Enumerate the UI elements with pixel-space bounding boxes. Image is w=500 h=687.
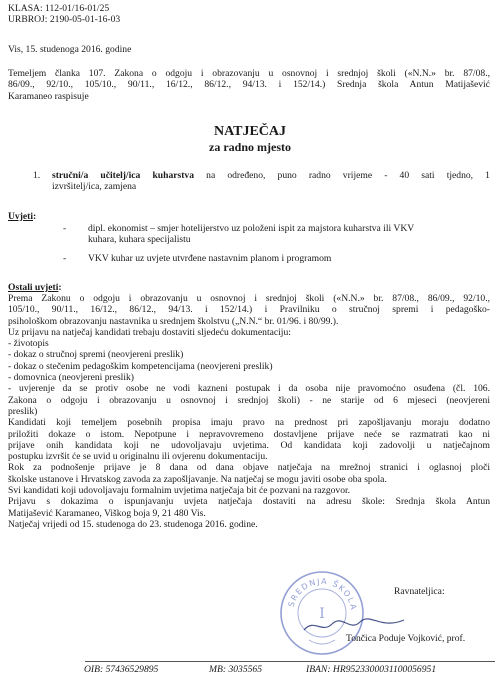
body-line: postupku izvršit će se uvid u originalnu ili ovjerenu dokumentaciju. [8, 451, 268, 463]
position-terms: na određeno, puno radno vrijeme - 40 sati tjedno, 1 [194, 170, 490, 181]
seal-center-mark: I [319, 606, 325, 622]
footer-divider [85, 661, 495, 662]
other-conditions-heading-colon: : [58, 282, 62, 293]
condition-line: kuhara, kuhara specijalistu [88, 234, 191, 246]
document-subtitle: za radno mjesto [209, 140, 291, 154]
condition-item [88, 223, 490, 246]
body-line: Uz prijavu na natječaj kandidati trebaju dostaviti sljedeću dokumentaciju: [8, 326, 291, 338]
other-conditions-heading [8, 282, 62, 293]
document-list-item: - životopis [8, 338, 49, 350]
conditions-heading-text: Uvjeti [8, 211, 34, 222]
document-list-item: - uvjerenje da se protiv osobe ne vodi kazneni postupak i da osoba nije pravomoćno osuđena (čl. 106. [8, 383, 490, 395]
condition-dash: - [63, 253, 67, 264]
footer-iban: IBAN: HR9523300031100056951 [306, 664, 437, 675]
body-line: Matijašević Karamaneo, Viškog boja 9, 21 480 Vis. [8, 507, 206, 519]
klasa-line: KLASA: 112-01/16-01/25 [8, 3, 110, 14]
condition-item [88, 253, 490, 264]
body-line: Natječaj vrijedi od 15. studenoga do 23. studenoga 2016. godine. [8, 518, 258, 530]
condition-dash: - [63, 223, 67, 234]
body-line: priložiti dokaze o istom. Nepotpune i nepravovremeno dostavljene prijave neće se razmatrati kao ni [8, 428, 490, 440]
conditions-heading [8, 211, 36, 222]
body-line: Rok za podnošenje prijave je 8 dana od dana objave natječaja na mrežnoj stranici i oglasnoj ploči [8, 462, 490, 474]
intro-line: Karamaneo raspisuje [8, 90, 89, 102]
position-description [52, 170, 490, 193]
seal-bottom-arc [309, 640, 335, 644]
footer-mb: MB: 3035565 [209, 664, 263, 675]
signatory-name: Tončica Poduje Vojković, prof. [346, 633, 466, 644]
body-line: 105/10., 90/11., 16/12., 86/12., 94/13. i 152/14.) i Pravilniku o stručnoj spremi i pedagoško- [8, 304, 490, 316]
body-line: prijave onih kandidata koji ne udovoljavaju uvjetima. Od kandidata koji zadovolji u natječajnom [8, 439, 490, 451]
body-line: školske ustanove i Hrvatskog zavoda za zapošljavanje. Na natječaj se mogu javiti osobe oba spola. [8, 473, 387, 485]
document-list-item: - dokaz o stečenim pedagoškim kompetencijama (neovjereni preslik) [8, 360, 273, 372]
date-line: Vis, 15. studenoga 2016. godine [8, 44, 132, 55]
condition-line: VKV kuhar uz uvjete utvrđene nastavnim planom i programom [88, 253, 332, 264]
intro-paragraph [8, 68, 490, 102]
position-number: 1. [33, 170, 41, 181]
document-list-item: Zakona o odgoju i obrazovanju u osnovnoj i srednjoj školi) - ne starije od 6 mjeseci (neovjereni [8, 394, 490, 406]
position-title: stručni/a učitelj/ica kuharstva [52, 170, 195, 181]
document-title: NATJEČAJ [213, 124, 287, 139]
other-conditions-body [8, 293, 490, 530]
position-line [52, 170, 490, 181]
other-conditions-heading-text: Ostali uvjeti [8, 282, 59, 293]
urbroj-line: URBROJ: 2190-05-01-16-03 [8, 14, 121, 26]
intro-line: 86/09., 92/10., 105/10., 90/11., 16/12., 86/12., 94/13. i 152/14.) Srednja škola Antun Matijašević [8, 79, 490, 91]
intro-line: Temeljem članka 107. Zakona o odgoju i obrazovanju u osnovnoj i srednjoj školi («N.N.» br. 87/08., [8, 68, 490, 79]
body-line: Svi kandidati koji udovoljavaju formalnim uvjetima natječaja bit će pozvani na razgovor. [8, 485, 351, 497]
document-list-item: - dokaz o stručnoj spremi (neovjereni preslik) [8, 349, 184, 361]
document-list-item: - domovnica (neovjereni preslik) [8, 372, 135, 384]
signature-role: Ravnateljica: [394, 586, 445, 597]
body-line: Kandidati koji temeljem posebnih propisa imaju pravo na prednost pri zapošljavanju moraju dodatno [8, 417, 490, 429]
document-header [8, 3, 120, 26]
conditions-heading-colon: : [33, 211, 37, 222]
footer-oib: OIB: 57436529895 [84, 664, 159, 675]
body-line: Prema Zakonu o odgoju i obrazovanju u osnovnoj i srednjoj školi («N.N.» br. 87/08., 86/09., 92/10., [8, 293, 490, 304]
body-line: Prijavu s dokazima o ispunjavanju uvjeta natječaja dostaviti na adresu škole: Srednja škola Antun [8, 496, 490, 508]
condition-line: dipl. ekonomist – smjer hotelijerstvo uz položeni ispit za majstora kuharstva ili VKV [88, 223, 415, 234]
document-list-item: preslik) [8, 405, 38, 417]
body-line: psihološkom obrazovanju nastavnika u srednjem školstvu („N.N.“ br. 01/96. i 80/99.). [8, 315, 339, 327]
position-line: izvršitelj/ica, zamjena [52, 181, 137, 193]
seal-text: SREDNJA ŠKOLA [286, 576, 359, 612]
